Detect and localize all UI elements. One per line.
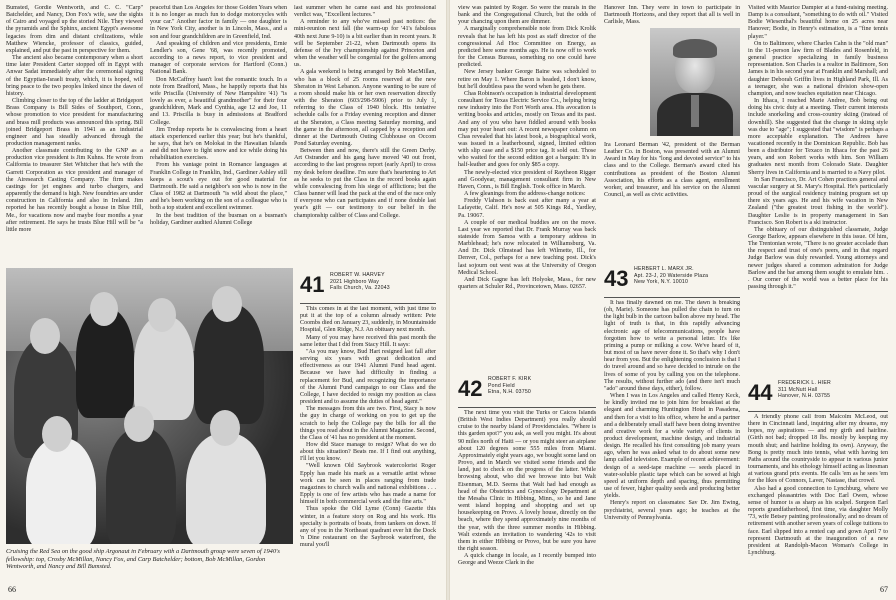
left-column-2	[150, 5, 287, 262]
paragraph: And speaking of children and vice presidents, Ernie Lendler's son, Gene '68, was recently promoted, according to a news report, to vice president and manager of corporate services for Hartford (Conn.) National Bank.	[150, 40, 287, 76]
photo-person	[106, 428, 176, 544]
paragraph: Thus spoke the Old Lyme (Conn) Gazette this winter, in a feature story on Rog and his work. His specialty is portraits of boats, from tankers on down. If any of you in the Northeast quadrant ever hit the Dock 'n Dine restaurant on the Saybrook waterfront, the mural you'll	[300, 506, 436, 549]
paragraph: Visited with Maurice Dampier at a fund-raising meeting. Damp is a consultant, "something to do with oil." Visited Bodie Wiesenthal's beautiful home on 25 acres near Hanover; Bodie, in Henry's estimation, is a "fine tennis player."	[748, 5, 888, 40]
divider	[300, 303, 436, 304]
class-secretary-address	[330, 272, 390, 292]
paragraph: In San Francisco, Dr. Art Cohen practices general and vascular surgery at St. Mary's Hospital. He's particularly proud of the surgical residency training program set up there six years ago. He and his wife vacation in New Zealand ("the greatest trout fishing in the world"). Daughter Leslie is in property management in San Francisco. Son Robert is a ski instructor.	[748, 176, 888, 226]
left-column-1	[6, 5, 143, 262]
photo-caption: Cruising the Red Sea on the good ship Argonaut in February with a Dartmouth group were seven of 1940's fellowship: top, Crosby McMillan, Nancy Fox, and Carp Batchelder; bottom, Bob McMillan, Gordon Wentworth, and Nancy and Bill Bumsted.	[6, 548, 280, 571]
class-43-notes	[604, 300, 740, 590]
left-column-3	[294, 5, 436, 262]
secretary-name: FREDERICK L. HIER	[778, 380, 831, 386]
left-page	[0, 0, 446, 600]
class-41-header	[300, 268, 440, 304]
secretary-name: HERBERT L. MARX JR.	[634, 266, 694, 272]
photo-person	[26, 438, 96, 544]
paragraph: Henry's report on classmates: Sav Dr. Jim Ewing, psychiatrist, several years ago; he teaches at the University of Pennsylvania.	[604, 500, 740, 521]
paragraph: last summer when he came east and his professional verdict was, "Excellent lectures."	[294, 5, 436, 19]
photo-person	[194, 304, 264, 424]
paragraph: The newly-elected vice president of Raytheon Rigger and Goodyear, management consultant firm in New Haven, Conn., is Bill English. Took office in March.	[458, 169, 596, 190]
paragraph: Climbing closer to the top of the ladder at Bridgeport Brass Company is Bill Sides of Southport, Conn., whose promotion to vice president for manufacturing and brass mill products was announced this spring. Bill joined Bridgeport Brass in 1941 as an industrial engineer and has steadily advanced through the production management ranks.	[6, 98, 143, 147]
right-page	[450, 0, 896, 600]
paragraph: Hanover Inn. They were in town to participate in Dartmouth Horizons, and they report that all is well in Carlisle, Mass.	[604, 5, 740, 26]
cruise-group-photo	[6, 268, 293, 544]
class-43-header	[604, 262, 740, 298]
paragraph: A reminder to any who've missed past notices: the mini-reunion next fall (the warm-up for '41's fabulous 40th next June 9-10) is a bit earlier than in recent years. It will be September 21-22, when Dartmouth opens its defense of the Ivy championship against Princeton and when the weather will be congenial for the golfers among us.	[294, 19, 436, 69]
class-number: 43	[604, 266, 629, 291]
paragraph: In the best tradition of the busman on a busman's holiday, Gardiner audited Alumni College	[150, 212, 287, 226]
paragraph: A friendly phone call from Malcolm McLeod, out there in Cincinnati land, inquiring after my dreams, my hopes, my aspirations — and my girth and hairline. (Girth not bad; dropped 18 lbs. mostly by keeping my mouth shut; and hairline holding its own). Anyway, the Bong is pretty much into tennis, what with having ten Paths around the countryside to appear in various junior tournaments, and his ethology himself acting as linesman at various grand prix events. He calls 'em as he sees 'em for the likes of Connors, Laver, Nastase, that crowd.	[748, 414, 888, 485]
class-secretary-address	[634, 266, 708, 286]
address-line: Falls Church, Va. 22043	[330, 285, 390, 292]
right-column-2-top	[604, 5, 740, 27]
paragraph: Don McCaffrey hasn't lost the romantic touch. In a note from Bradford, Mass., he happily reports that his wife Priscilla (University of New Hampshire '41) "is lovely as ever, a beautiful grandmother" for their four grandchildren, Mark and Cynthia, age 12 and Joe, 11 and 13. Priscilla is busy in admissions at Bradford College.	[150, 76, 287, 126]
right-column-1	[458, 5, 596, 367]
secretary-name: ROBERT W. HARVEY	[330, 272, 385, 278]
class-number: 41	[300, 272, 325, 297]
divider	[458, 407, 596, 408]
page-number: 67	[880, 585, 888, 594]
paragraph: Another classmate contributing to the GNP as a production vice president is Jim Kuhns. He wrote from California to treasurer Stet Whitcher that he's with the Garrett Corporation as vice president and manager of the Airesearch Casting Company. The firm makes castings for jet engines and turbo chargers, and apparently the demand is high. New foundries are under construction in California and also in Ireland. Jim reported he has recently bought a house in Blue Hill, Me., for vacations now and maybe four months a year after retirement. He says he trusts Blue Hill will be "a little more	[6, 148, 143, 233]
portrait-tie	[691, 95, 698, 127]
address-line: New York, N.Y. 10010	[634, 279, 689, 286]
paragraph: peaceful than Los Angeles for those Golden Years when it is no longer as much fun to dodge motorcycles with your car." Another factor in family — one daughter is in New York City, another is in Lincoln, Mass., and a son and four grandchildren are in Greenfield, Ind.	[150, 5, 287, 40]
photo-face	[42, 416, 72, 452]
paragraph: A few gleanings from the address-change notices:	[464, 191, 586, 198]
photo-face	[124, 406, 154, 442]
class-44-notes	[748, 414, 888, 590]
paragraph: The ancient also became contemporary when a short time later President Carter stopped off in Egypt with Anwar Sadat immediately after the ceremonial signing of the Egyptian-Israeli treaty, which, it is hoped, will bring peace to the two peoples linked since the dawn of history.	[6, 55, 143, 97]
paragraph: How did Stace manage to resign? What do we do about this situation? Beats me. If I find out anything, I'll let you know.	[300, 441, 436, 463]
paragraph: The next time you visit the Turks or Caicos Islands (British West Indies Department) you really should cruise to the nearby island of Providenciales. "Where is this garden spot?" you ask, as well you might. It's about 90 miles north of Haiti — or you might steer an airplane about 120 degrees some 555 miles from Miami. Approximately eight years ago, we bought some land on Provo, and in March we visited some friends and the land, just to check on the progress of the latter. While browsing about, who did we browse into but Walt Eisenman, M.D. Seems that Walt had had enough as head of the Obstetrics and Gynecology Department at the Mesaba Clinic in Hibbing, Minn., so he and Jane went island hopping and shopping and set up housekeeping on Provo. A lovely house, directly on the beach, where they spend approximately nine months of the year, with the three summer months in Hibbing. Walt extends an invitation to wandering '42s to visit them in either Hibbing or Provo, but be sure you have the right season.	[458, 410, 596, 552]
paragraph: It has finally dawned on me. The dawn is breaking (oh, Marie). Someone has pulled the chain to turn on the light bulb in the cartoon ballon above my head. The light of truth is that, in this rapidly advancing electronic age of telecommunications, people have forgotten how to write a personal letter. It's like priming a pump or milking a cow. We've heard of it, but most of us have never done it. So that's why I don't hear from you. But the enlightening conclusion is that I do travel around and so have decided to intrude on the lives of some of you by calling you on the telephone. The results, without further ado (and there isn't much "ado" around these days, either), follow.	[604, 300, 740, 392]
class-number: 44	[748, 380, 773, 405]
paragraph: And Dick Gagne has left Holyoke, Mass., for new quarters at Schuler Rd., Provincetown, Mass. 02657.	[458, 276, 596, 291]
address-line: Pond Field	[488, 382, 515, 389]
ira-berman-portrait	[650, 28, 740, 136]
photo-person	[186, 433, 266, 544]
paragraph: Bumsted, Gordie Wentworth, and C. C. "Carp" Batchelder, and Nancy, Don Fox's wife, saw the sights of Cairo and voyaged up the storied Nile. They viewed the pyramids and the Sphinx, ancient Egypt's awesome legacies from dim and distant civilizations, while Matthew Wiencke, professor of classics, guided, explained, and put the past in perspective for them.	[6, 5, 143, 54]
paragraph: Jim Tredup reports he is convalescing from a heart attack experienced earlier this year; but he's thankful, he says, that he's on Molokai in the Hawaiian Islands and did not have to fight snow and ice while doing his rehabilitation exercises.	[150, 126, 287, 162]
paragraph: From his vantage point in Romance languages at Franklin College in Franklin, Ind., Gardiner Ashley still keeps a scout's eye out for good material for Dartmouth. He said a neighbor's son who is now in the Class of 1982 at Dartmouth "is wild about the place," and he's been working on the son of a colleague who is both a top student and excellent swimmer.	[150, 162, 287, 212]
paragraph: When I was in Los Angeles and called Henry Keck, he kindly invited me to join him for breakfast at the elegant and charming Huntington Hotel in Pasadena, and then for a visit to his office, where he and a partner and a deliberately small staff have been doing inventive and creative work for a wide variety of clients in product development, machine design, and industrial design. He recalled his first consulting job many years ago, when he was asked what to do about some new lamp called television. Example of recent achievement: design of a seed-tape machine — seeds placed in water-soluble plastic tape which can be sowed at high speed at uniform depth and spacing, thus permitting use of fewer, higher quality seeds and producing better yields.	[604, 393, 740, 500]
paragraph: view was painted by Roger. So were the murals in the bank and the Congregational Church, but the odds of your chancing upon them are dimmer.	[458, 5, 596, 26]
divider	[604, 297, 740, 298]
paragraph: On to Baltimore, where Charles Cahn is the "old man" in the 11-person law firm of Blades and Rosenfeld, in general practice specializing in family business representation. Son Charles is a realtor in Baltimore, Son James is in his second year at Franklin and Marshall; and daughter Deborah Griffin lives in Highland Park, Ill. As a teenager, she was a national division show-open champion, and now teaches equitation near Chicago.	[748, 40, 888, 97]
photo-face	[210, 410, 240, 446]
photo-face	[212, 286, 242, 322]
paragraph: A quick change in locale, as I recently bumped into George and Weeze Clark in the	[458, 553, 596, 567]
paragraph: This comes in at the last moment, with just time to put it at the top of a column already written: Pete Coombs died on January 23, suddenly, in Mountainside Hospital, Glen Ridge, N.J. An obituary next month.	[300, 306, 436, 334]
address-line: 311 McNutt Hall	[778, 386, 818, 393]
class-42-header	[458, 372, 596, 408]
paragraph: Between then and now, there's still the Green Derby. Art Ostrander and his gang have moved '40 out front, according to the last progress report (early April) to cross my desk before deadline. I'm sure that's heartening to Art as he seeks to put the Class in the record books again while convalescing from his siege of afflictions; but the Class banner will lead the pack at the end of the race only if everyone who can participates and if none double last year's gift — our testimony to our belief in the championship caliber of Class and College.	[294, 148, 436, 219]
class-41-notes	[300, 306, 436, 588]
class-secretary-address	[778, 380, 831, 400]
photo-face	[30, 318, 60, 354]
paragraph: Many of you may have received this past month the same letter that I did from Stacy Hill. It says:	[300, 334, 436, 348]
address-line: 2021 Highboro Way	[330, 278, 380, 285]
class-44-header	[748, 376, 888, 412]
photo-face	[148, 298, 176, 332]
divider	[748, 411, 888, 412]
class-secretary-address	[488, 376, 531, 396]
paragraph: A gala weekend is being arranged by Bob MacMillan, who has a block of 25 rooms reserved at the new Sheraton in West Lebanon. Anyone wanting to be sure of a room should make his or her own reservation directly with the Sheraton (603/298-5906) prior to July 1, referring to the Class of 1940 block. His tentative schedule calls for a Friday evening reception and dinner at the Sheraton, a Class meeting Saturday morning, and the game in the afternoon, all capped by a reception and dinner at the Dartmouth Outing Clubhouse on Occom Pond Saturday evening.	[294, 69, 436, 147]
address-line: Hanover, N.H. 03755	[778, 393, 831, 400]
paragraph: New Jersey banker George Baine was scheduled to retire on May 1. Where Baron is headed, I don't know, but he'll doubtless pass the word when he gets there.	[458, 69, 596, 90]
paragraph: Ira Leonard Berman '42, president of the Berman Leather Co. in Boston, was presented with an Alumni Award in May for his "long and devoted service" to his class and to the College. Berman's award cited his contributions as president of the Boston Alumni Association, his efforts as a class agent, enrollment worker, and treasurer, and his service on the Alumni Council, as well as civic activities.	[604, 142, 740, 199]
address-line: Apt. 23-J, 20 Waterside Plaza	[634, 272, 709, 279]
page-number: 66	[8, 585, 16, 594]
paragraph: The obituary of our distinguished classmate, Judge George Barlow, appears elsewhere in this issue. Of him, The Trentonian wrote, "There is no greater accolade than the respect and trust of one's peers, and in that regard Judge Barlow was duly rewarded. Young attorneys and newer judges shared a common admiration for Judge Barlow and the bar among them sought to emulate him. . . Our corner of the world was a better place for his passing through it."	[748, 226, 888, 291]
portrait-hair	[673, 39, 716, 58]
paragraph: "Well known Old Saybrook watercolorist Roger Epply has made his mark as a versatile artist whose work can be seen in places ranging from trade magazines to church walls and national exhibitions . . . Epply is one of few artists who has made a name for himself in both commercial work and the fine arts."	[300, 463, 436, 506]
paragraph: "As you may know, Bud Hart resigned last fall after serving six years with great dedication and effectiveness as our 1941 Alumni Fund head agent. Because we have had difficulty in finding a replacement for Bud, and recognizing the importance of the Alumni Fund campaign to our Class and the College, I have decided to resign my position as class president and to assume the duties of head agent."	[300, 348, 436, 406]
class-number: 42	[458, 376, 483, 401]
portrait-caption	[604, 142, 740, 260]
paragraph: Also had a good connection to Lynchburg, where we exchanged pleasantries with Doc Earl Owen, whose sense of humor is as sharp as his scalpel. Surgeon Earl reports grandfatherhood, first time, via daughter Molly '73, wife Betsey painting professionally; and no dream of retirement with another seven years of college tuitions to face. Earl slipped into a rented cap and gown April 7 to represent Dartmouth at the inauguration of a new president at Randolph-Macon Woman's College in Lynchburg.	[748, 485, 888, 556]
address-line: Etna, N.H. 03750	[488, 389, 531, 396]
secretary-name: ROBERT F. KIRK	[488, 376, 532, 382]
right-column-3	[748, 5, 888, 373]
photo-face	[90, 292, 118, 326]
paragraph: Freddy Vlahson is back east after many a year at Lafayette, Calif. He's now at 505 Kings Rd., Yardley, Pa. 19067.	[458, 198, 596, 219]
class-42-notes	[458, 410, 596, 590]
paragraph: Chas Robinson's occupation is industrial development consultant for Texas Electric Service Co., helping bring new industry into the Fort Worth area. His avocation is writing books and articles, mostly on Texas and its past. And any of you who have fiddled around with books may put your heart out: A recent newspaper column on Chas revealed that his latest book, a biographical work, was issued in a leatherbound, signed, limited edition with slip case and a $150 price tag. It sold out. Those who waited for the second edition got a bargain: It's in half-leather and goes for only $85 a copy.	[458, 90, 596, 169]
paragraph: The messages from this are two. First, Stacy is now the guy in charge of working on you to get up the scratch to help the College pay the bills for all the things you read about in the Alumni Magazine. Second, the Class of '41 has no president at the moment.	[300, 406, 436, 441]
paragraph: In Ithaca, I reached Marie Andree, Bob being out doing his civic duty at a meeting. Their current interests include snorkeling and cross-country skiing (instead of downhill). She suggested that the change in skiing style was due to "age"; I suggested that "wisdom" is perhaps a more acceptable explanation. The Andrees have vacationed recently in the Dominican Republic. Bob has been a distributor for Texaco in Ithaca for the past 26 years, and son Robert works with him. Son William graduates next month from Colorado State. Daughter Sherry lives in California and is married to a Navy pilot.	[748, 98, 888, 176]
paragraph: A marginally comprehensible note from Dick Krolik reveals that he has left his post as staff director of the congressional Ad Hoc Committee on Energy, as predicted here some months ago. He is now off to work for the Census Bureau, something no one could have predicted.	[458, 26, 596, 69]
paragraph: A couple of our medical buddies are on the move. Last year we reported that Dr. Frank Murray was back stateside from Samoa with a temporary address in Marblehead; he's now relocated in Williamsburg, Va. And Dr. Dick Olmstead has left Wilmette, Ill., for Denver, Col., perhaps for a new teaching post. Dick's last sojourn out west was at the University of Oregon Medical School.	[458, 219, 596, 276]
